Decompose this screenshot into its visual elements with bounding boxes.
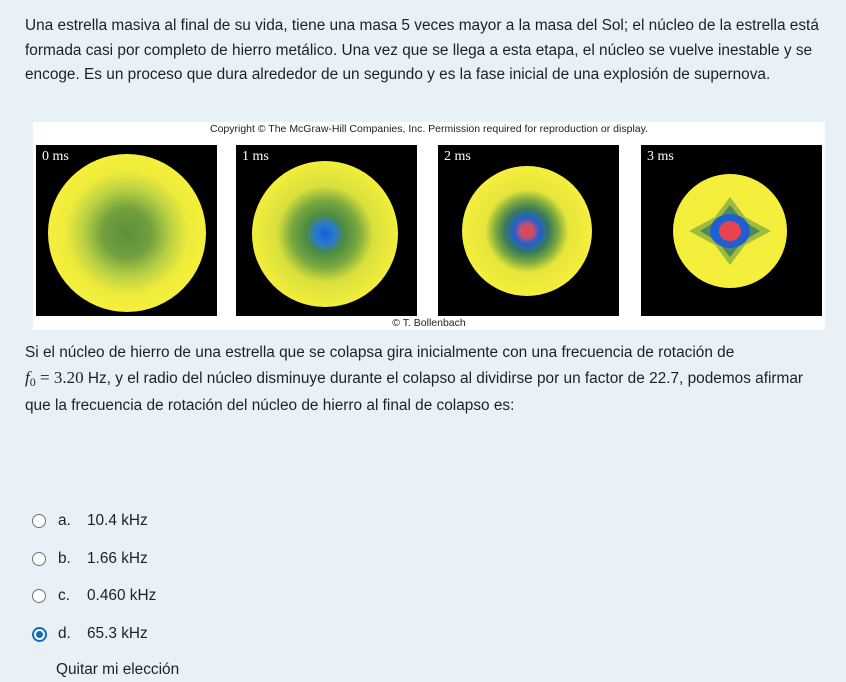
core-image-1ms xyxy=(236,145,417,316)
supernova-figure xyxy=(33,122,825,330)
question-body xyxy=(25,341,825,419)
math-symbol: f xyxy=(25,367,30,387)
question-body-part1: Si el núcleo de hierro de una estrella que se colapsa gira inicialmente con una frecuencia de rotación de xyxy=(25,344,735,361)
panel-label-3ms: 3 ms xyxy=(647,149,674,164)
math-equals: = xyxy=(39,367,50,387)
radio-b[interactable] xyxy=(32,552,46,566)
radio-c[interactable] xyxy=(32,589,46,603)
question-intro: Una estrella masiva al final de su vida, tiene una masa 5 veces mayor a la masa del Sol; el núcleo de la estrella está formada casi por completo de hierro metálico. Una vez que se llega a esta etapa, el núcleo se vuelve inestable y se encoge. Es un proceso que dura alrededor de un segundo y es la fase inicial de una explosión de supernova. xyxy=(25,17,819,84)
panel-label-1ms: 1 ms xyxy=(242,149,269,164)
panel-2ms xyxy=(438,145,619,316)
option-c-letter: c. xyxy=(58,587,70,604)
question-body-part2: Hz, y el radio del núcleo disminuye durante el colapso al dividirse por un factor de 22.7, podemos afirmar que la frecuencia de rotación del núcleo de hierro al final de colapso es: xyxy=(25,369,804,415)
option-a-text: 10.4 kHz xyxy=(87,512,148,529)
core-image-0ms xyxy=(36,145,217,316)
clear-choice-link[interactable]: Quitar mi elección xyxy=(56,661,180,678)
figure-copyright: Copyright © The McGraw-Hill Companies, Inc. Permission required for reproduction or display. xyxy=(209,123,649,135)
core-image-3ms xyxy=(641,145,822,316)
option-c-text: 0.460 kHz xyxy=(87,587,157,604)
figure-credit: © T. Bollenbach xyxy=(392,317,466,329)
option-a-letter: a. xyxy=(58,512,71,529)
panel-label-0ms: 0 ms xyxy=(42,149,69,164)
option-d-letter: d. xyxy=(58,624,71,642)
panel-3ms xyxy=(641,145,822,316)
panel-0ms xyxy=(36,145,217,316)
panel-1ms xyxy=(236,145,417,316)
core-image-2ms xyxy=(438,145,619,316)
math-subscript: 0 xyxy=(29,374,36,389)
option-b-text: 1.66 kHz xyxy=(87,549,148,567)
math-expression xyxy=(25,368,84,387)
radio-a[interactable] xyxy=(32,514,46,528)
math-value: 3.20 xyxy=(53,367,84,387)
panel-label-2ms: 2 ms xyxy=(444,149,471,164)
option-d-text: 65.3 kHz xyxy=(87,624,148,642)
option-b-letter: b. xyxy=(58,549,71,567)
radio-d[interactable] xyxy=(32,627,47,642)
